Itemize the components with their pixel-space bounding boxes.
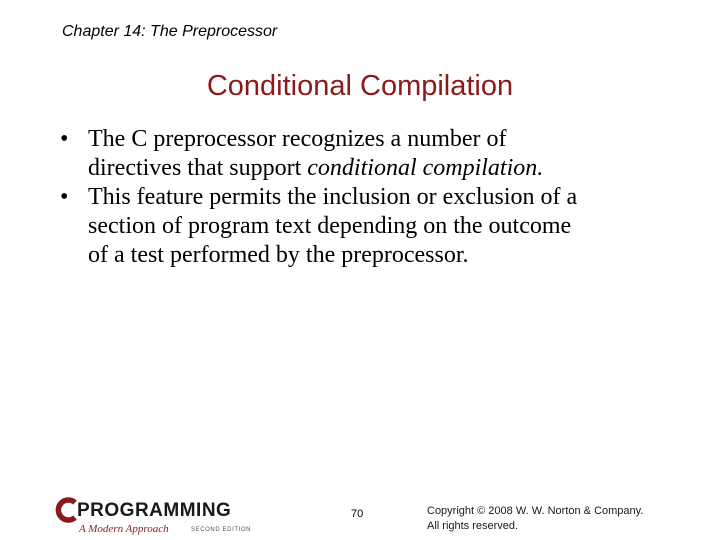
bullet-list — [60, 125, 700, 270]
bullet-text: The C preprocessor recognizes a number of — [88, 126, 507, 152]
bullet-text: section of program text depending on the outcome — [88, 213, 572, 239]
logo-edition: SECOND EDITION — [191, 527, 252, 533]
bullet-item-2 — [60, 183, 700, 270]
bullet-line — [88, 154, 700, 183]
c-letter-logo-icon — [55, 497, 79, 523]
bullet-text: This feature permits the inclusion or exclusion of a — [88, 184, 578, 210]
logo-subtitle: A Modern Approach — [79, 523, 169, 535]
bullet-marker: • — [60, 126, 69, 152]
bullet-text: directives that support — [88, 155, 308, 181]
bullet-line — [88, 241, 700, 270]
bullet-line — [88, 183, 700, 212]
slide-title: Conditional Compilation — [206, 70, 514, 102]
book-logo — [55, 497, 270, 539]
page-number: 70 — [351, 508, 364, 520]
bullet-emphasis-text: conditional compilation. — [307, 155, 544, 181]
bullet-marker: • — [60, 184, 69, 210]
bullet-item-1 — [60, 125, 700, 183]
logo-wordmark: PROGRAMMING — [77, 500, 232, 521]
bullet-line — [88, 125, 700, 154]
copyright-notice — [427, 504, 643, 534]
copyright-line: All rights reserved. — [427, 520, 519, 532]
bullet-text: of a test performed by the preprocessor. — [88, 242, 469, 268]
copyright-line: Copyright © 2008 W. W. Norton & Company. — [427, 505, 644, 517]
chapter-heading: Chapter 14: The Preprocessor — [62, 23, 278, 40]
bullet-line — [88, 212, 700, 241]
